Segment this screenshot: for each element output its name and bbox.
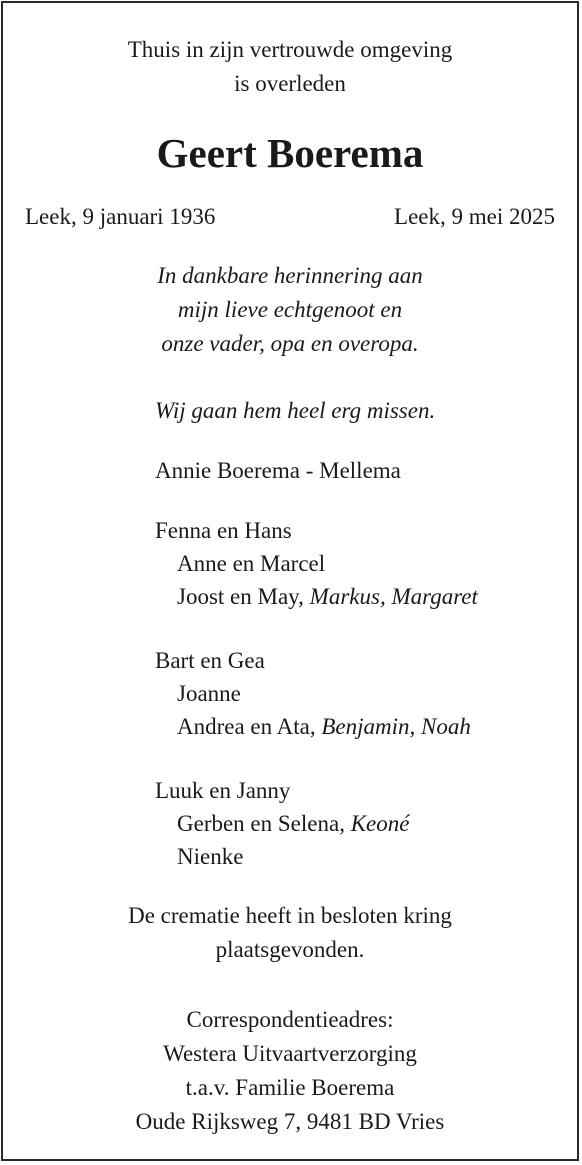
missing-line	[155, 394, 567, 427]
family-list	[155, 394, 567, 873]
family-luuk-parents: Luuk en Janny	[155, 778, 291, 803]
intro-text	[3, 33, 577, 101]
address-line-3: t.a.v. Familie Boerema	[185, 1075, 395, 1100]
grandchild-name: Margaret	[391, 584, 478, 609]
grandchild-name: Markus,	[309, 584, 386, 609]
family-bart-child-2	[155, 710, 567, 743]
grandchild-name: Benjamin,	[321, 714, 416, 739]
grandchild-name: Noah	[421, 714, 471, 739]
birth-date: Leek, 9 januari 1936	[25, 204, 216, 229]
closing-line-1: De crematie heeft in besloten kring	[128, 903, 452, 928]
correspondence-address	[3, 1003, 577, 1139]
child-name: Andrea en Ata,	[177, 714, 316, 739]
intro-line-2: is overleden	[234, 71, 346, 96]
family-luuk-child-1	[155, 807, 567, 840]
closing-line-2: plaatsgevonden.	[215, 937, 365, 962]
obituary-card	[1, 1, 579, 1161]
family-fenna-parents: Fenna en Hans	[155, 518, 292, 543]
dedication-text	[3, 259, 577, 361]
address-line-1: Correspondentieadres:	[186, 1007, 394, 1032]
death-date: Leek, 9 mei 2025	[394, 204, 555, 229]
grandchild-name: Keoné	[350, 811, 410, 836]
missing-text: Wij gaan hem heel erg missen.	[155, 398, 436, 423]
address-line-2: Westera Uitvaartverzorging	[163, 1041, 417, 1066]
spouse-name: Annie Boerema - Mellema	[155, 458, 401, 483]
life-dates	[25, 200, 555, 234]
family-luuk-child-2: Nienke	[177, 844, 244, 869]
child-name: Joost en May,	[177, 584, 304, 609]
family-fenna-child-1: Anne en Marcel	[177, 551, 326, 576]
deceased-name: Geert Boerema	[156, 130, 424, 176]
cremation-notice	[3, 899, 577, 967]
dedication-line-3: onze vader, opa en overopa.	[161, 331, 419, 356]
family-fenna-child-2	[155, 580, 567, 613]
child-name: Gerben en Selena,	[177, 811, 345, 836]
address-line-4: Oude Rijksweg 7, 9481 BD Vries	[135, 1109, 445, 1134]
intro-line-1: Thuis in zijn vertrouwde omgeving	[127, 37, 453, 62]
dedication-line-1: In dankbare herinnering aan	[157, 263, 423, 288]
family-bart-parents: Bart en Gea	[155, 648, 265, 673]
dedication-line-2: mijn lieve echtgenoot en	[177, 297, 403, 322]
family-bart-child-1: Joanne	[177, 681, 241, 706]
